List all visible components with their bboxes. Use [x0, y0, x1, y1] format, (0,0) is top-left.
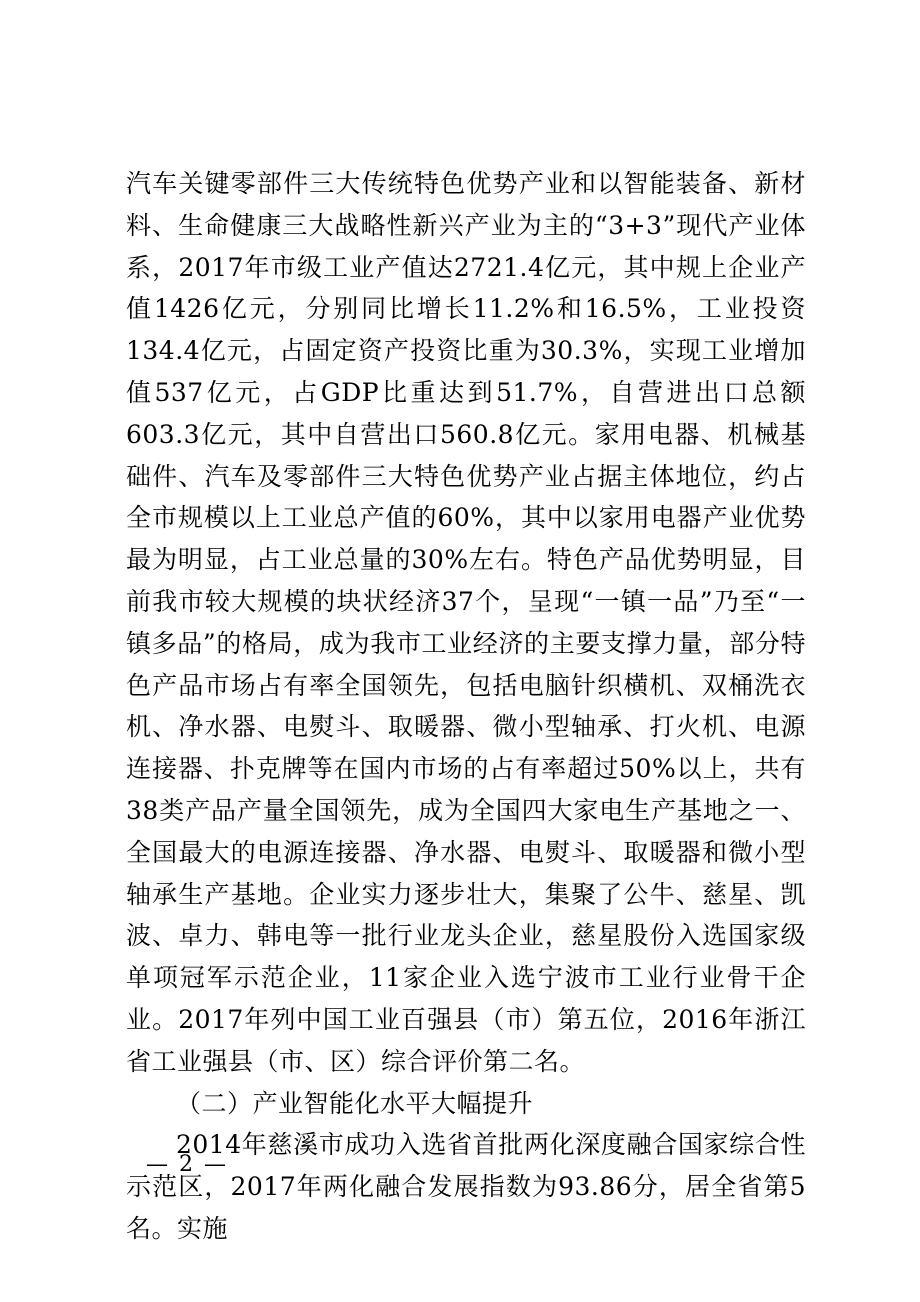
body-paragraph-1: 汽车关键零部件三大传统特色优势产业和以智能装备、新材料、生命健康三大战略性新兴产业为主的“3+3”现代产业体系，2017年市级工业产值达2721.4亿元，其中规上企业产值1426亿元，分别同比增长11.2%和16.5%，工业投资134.4亿元，占固定资产投资比重为30.3%，实现工业增加值537亿元，占GDP比重达到51.7%，自营进出口总额603.3亿元，其中自营出口560.8亿元。家用电器、机械基础件、汽车及零部件三大特色优势产业占据主体地位，约占全市规模以上工业总产值的60%，其中以家用电器产业优势最为明显，占工业总量的30%左右。特色产品优势明显，目前我市较大规模的块状经济37个，呈现“一镇一品”乃至“一镇多品”的格局，成为我市工业经济的主要支撑力量，部分特色产品市场占有率全国领先，包括电脑针织横机、双桶洗衣机、净水器、电熨斗、取暖器、微小型轴承、打火机、电源连接器、扑克牌等在国内市场的占有率超过50%以上，共有38类产品产量全国领先，成为全国四大家电生产基地之一、全国最大的电源连接器、净水器、电熨斗、取暖器和微小型轴承生产基地。企业实力逐步壮大，集聚了公牛、慈星、凯波、卓力、韩电等一批行业龙头企业，慈星股份入选国家级单项冠军示范企业，11家企业入选宁波市工业行业骨干企业。2017年列中国工业百强县（市）第五位，2016年浙江省工业强县（市、区）综合评价第二名。 [126, 169, 806, 1076]
page-number: — 2 — [146, 1152, 228, 1177]
body-paragraph-2: 2014年慈溪市成功入选省首批两化深度融合国家综合性示范区，2017年两化融合发展指数为93.86分，居全省第5名。实施 [126, 1130, 806, 1243]
document-body [126, 163, 806, 1250]
section-heading: （二）产业智能化水平大幅提升 [176, 1088, 534, 1118]
